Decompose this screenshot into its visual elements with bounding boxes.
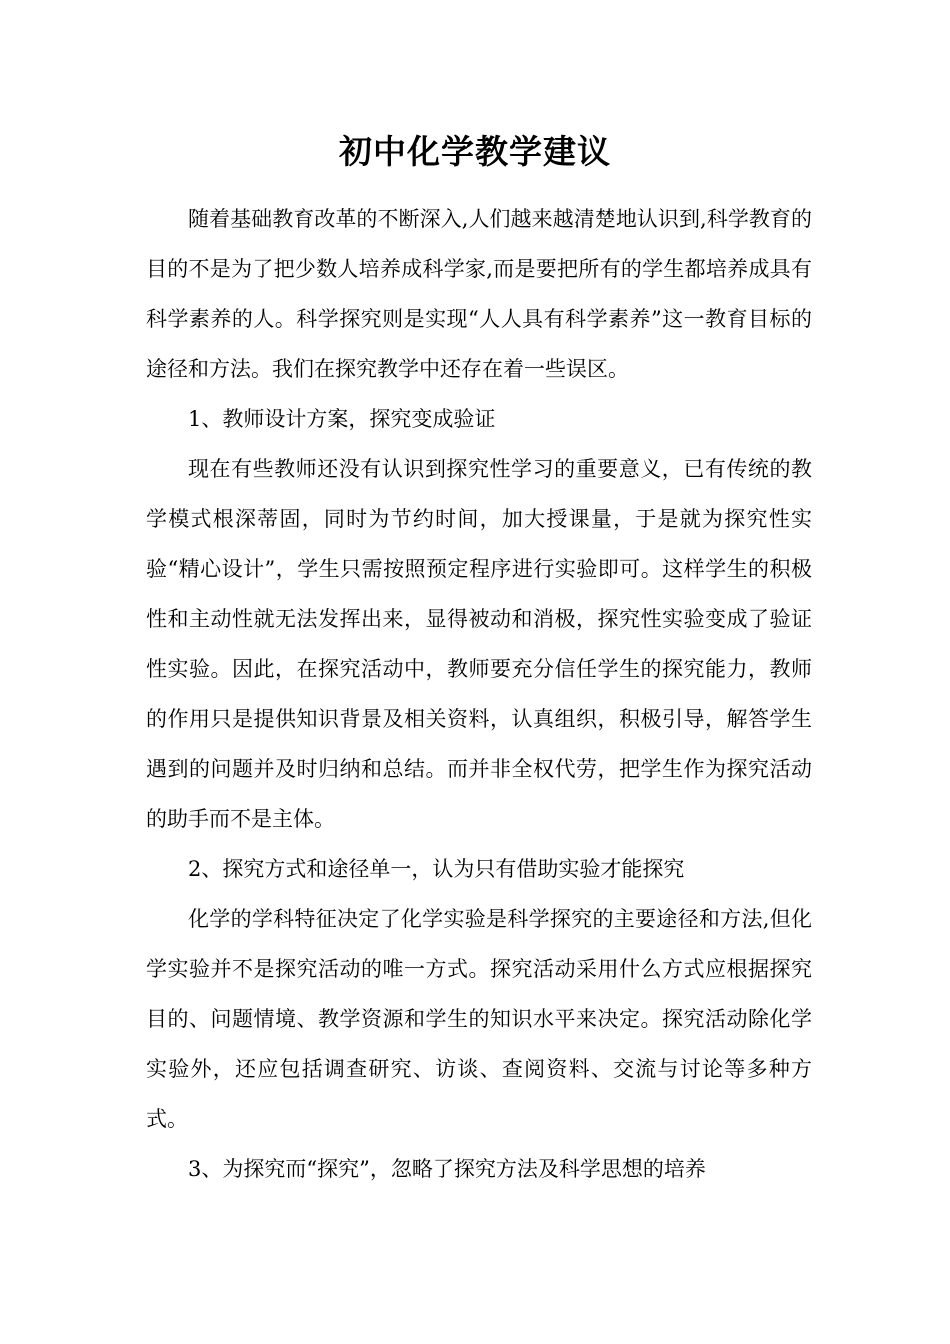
section-heading-2: 2、探究方式和途径单一，认为只有借助实验才能探究 [188, 857, 685, 881]
document-body [146, 194, 812, 1194]
section-heading-1: 1、教师设计方案，探究变成验证 [188, 407, 496, 431]
document-title: 初中化学教学建议 [339, 132, 611, 171]
section-heading-3: 3、为探究而“探究”，忽略了探究方法及科学思想的培养 [188, 1157, 706, 1181]
section-paragraph-2: 化学的学科特征决定了化学实验是科学探究的主要途径和方法,但化学实验并不是探究活动的唯一方式。探究活动采用什么方式应根据探究目的、问题情境、教学资源和学生的知识水平来决定。探究活动除化学实验外，还应包括调查研究、访谈、查阅资料、交流与讨论等多种方式。 [146, 907, 812, 1131]
section-paragraph-1: 现在有些教师还没有认识到探究性学习的重要意义，已有传统的教学模式根深蒂固，同时为节约时间，加大授课量，于是就为探究性实验“精心设计”，学生只需按照预定程序进行实验即可。这样学生的积极性和主动性就无法发挥出来，显得被动和消极，探究性实验变成了验证性实验。因此，在探究活动中，教师要充分信任学生的探究能力，教师的作用只是提供知识背景及相关资料，认真组织，积极引导，解答学生遇到的问题并及时归纳和总结。而并非全权代劳，把学生作为探究活动的助手而不是主体。 [146, 457, 812, 831]
intro-paragraph: 随着基础教育改革的不断深入,人们越来越清楚地认识到,科学教育的目的不是为了把少数人培养成科学家,而是要把所有的学生都培养成具有科学素养的人。科学探究则是实现“人人具有科学素养”这一教育目标的途径和方法。我们在探究教学中还存在着一些误区。 [146, 207, 812, 381]
